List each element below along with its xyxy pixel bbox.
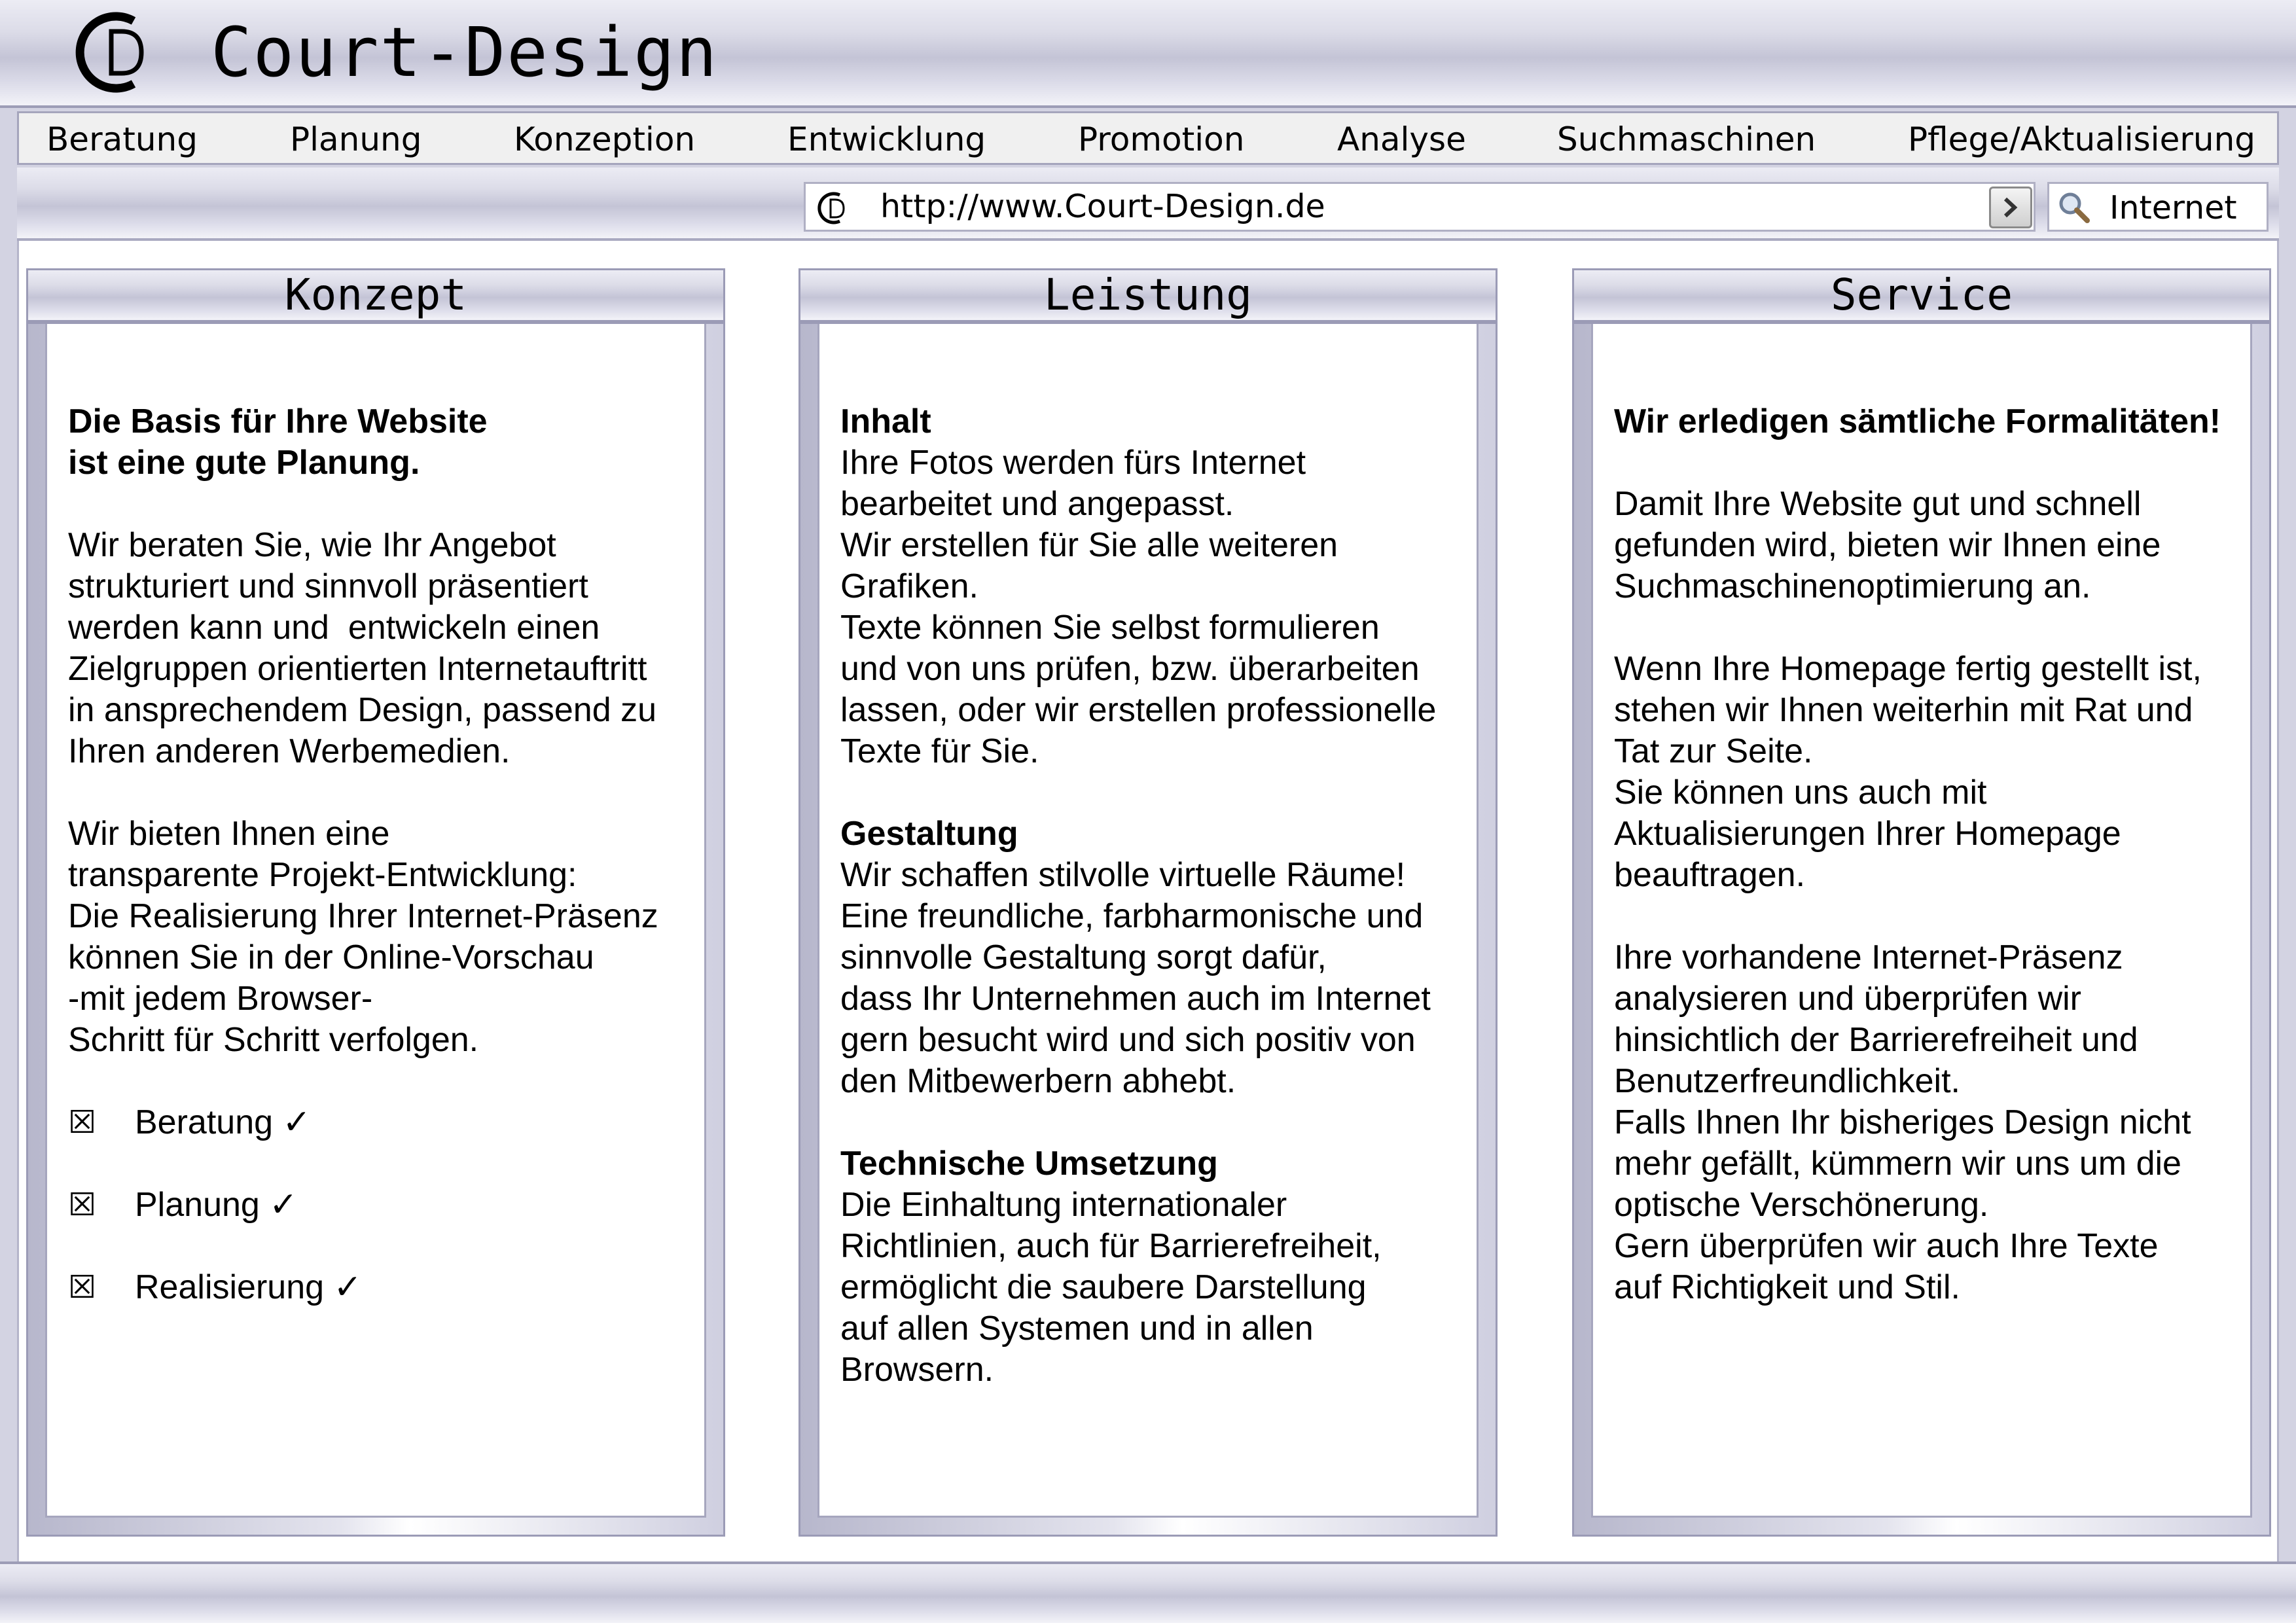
text-line: Browsern. [840, 1351, 994, 1389]
leistung-section-gestaltung [840, 813, 1467, 1102]
text-line: ermöglicht die saubere Darstellung [840, 1268, 1367, 1306]
checklist-item-realisierung [68, 1267, 695, 1308]
text-line: Richtlinien, auch für Barrierefreiheit, [840, 1227, 1382, 1265]
text-line: und von uns prüfen, bzw. überarbeiten [840, 650, 1420, 688]
text-line: Ihre Fotos werden fürs Internet [840, 444, 1306, 482]
text-line: Aktualisierungen Ihrer Homepage [1614, 815, 2121, 853]
section-heading: Inhalt [840, 402, 931, 440]
konzept-text [68, 401, 695, 1349]
checkbox-icon: ☒ [68, 1187, 97, 1222]
text-line: den Mitbewerbern abhebt. [840, 1062, 1236, 1100]
footer-bar [0, 1561, 2296, 1623]
column-content-leistung [817, 324, 1479, 1518]
text-line: gefunden wird, bieten wir Ihnen eine [1614, 526, 2161, 564]
column-leistung [798, 268, 1498, 1537]
text-line: auf allen Systemen und in allen [840, 1310, 1314, 1347]
checklist-label: Planung ✓ [135, 1186, 298, 1224]
text-line: stehen wir Ihnen weiterhin mit Rat und [1614, 691, 2193, 729]
header-bar [0, 0, 2296, 108]
search-label: Internet [2109, 189, 2237, 226]
checklist-item-beratung [68, 1102, 695, 1143]
text-line: -mit jedem Browser- [68, 980, 373, 1018]
text-line: beauftragen. [1614, 856, 1806, 894]
text-line: Die Realisierung Ihrer Internet-Präsenz [68, 897, 658, 935]
text-line: Ihre vorhandene Internet-Präsenz [1614, 938, 2123, 976]
url-bar[interactable] [804, 182, 2036, 232]
service-paragraph-3 [1614, 937, 2250, 1308]
column-panel-konzept [26, 322, 725, 1537]
text-line: mehr gefällt, kümmern wir uns um die [1614, 1145, 2181, 1183]
checkbox-icon: ☒ [68, 1270, 97, 1305]
text-line: Texte können Sie selbst formulieren [840, 609, 1380, 647]
magnifier-icon [2056, 189, 2094, 227]
column-konzept [26, 268, 725, 1537]
nav-item-pflege[interactable]: Pflege/Aktualisierung [1908, 120, 2256, 158]
text-line: Grafiken. [840, 567, 978, 605]
column-title-leistung: Leistung [798, 268, 1498, 322]
text-line: Wenn Ihre Homepage fertig gestellt ist, [1614, 650, 2202, 688]
nav-item-konzeption[interactable]: Konzeption [514, 120, 696, 158]
text-line: Damit Ihre Website gut und schnell [1614, 485, 2142, 523]
chevron-right-icon [1991, 188, 2030, 226]
text-line: Wir schaffen stilvolle virtuelle Räume! [840, 856, 1406, 894]
checklist-label: Realisierung ✓ [135, 1268, 363, 1306]
text-line: Wir erstellen für Sie alle weiteren [840, 526, 1338, 564]
text-line: transparente Projekt-Entwicklung: [68, 856, 577, 894]
search-box[interactable] [2047, 182, 2269, 232]
text-line: Die Einhaltung internationaler [840, 1186, 1287, 1224]
nav-item-analyse[interactable]: Analyse [1337, 120, 1466, 158]
leistung-section-technik [840, 1143, 1467, 1391]
court-design-logo[interactable] [71, 7, 162, 98]
nav-item-beratung[interactable]: Beratung [46, 120, 198, 158]
go-button[interactable] [1989, 187, 2032, 228]
checklist-item-planung [68, 1185, 695, 1226]
text-line: werden kann und entwickeln einen [68, 609, 600, 647]
nav-item-suchmaschinen[interactable]: Suchmaschinen [1557, 120, 1816, 158]
text-line: auf Richtigkeit und Stil. [1614, 1268, 1960, 1306]
text-line: hinsichtlich der Barrierefreiheit und [1614, 1021, 2138, 1059]
checkbox-icon: ☒ [68, 1105, 97, 1140]
column-content-konzept [45, 324, 706, 1518]
service-paragraph-1 [1614, 484, 2250, 607]
text-line: Gern überprüfen wir auch Ihre Texte [1614, 1227, 2159, 1265]
text-line: lassen, oder wir erstellen professionelle [840, 691, 1437, 729]
text-line: Zielgruppen orientierten Internetauftritt [68, 650, 647, 688]
text-line: sinnvolle Gestaltung sorgt dafür, [840, 938, 1327, 976]
text-line: in ansprechendem Design, passend zu [68, 691, 657, 729]
text-line: dass Ihr Unternehmen auch im Internet [840, 980, 1431, 1018]
column-service [1572, 268, 2271, 1537]
service-text [1614, 401, 2250, 1349]
text-line: Suchmaschinenoptimierung an. [1614, 567, 2091, 605]
text-line: strukturiert und sinnvoll präsentiert [68, 567, 588, 605]
column-title-service: Service [1572, 268, 2271, 322]
leistung-text [840, 401, 1467, 1432]
section-heading: Gestaltung [840, 815, 1018, 853]
text-line: Benutzerfreundlichkeit. [1614, 1062, 1960, 1100]
column-title-konzept: Konzept [26, 268, 725, 322]
text-line: Eine freundliche, farbharmonische und [840, 897, 1424, 935]
main-nav [17, 111, 2279, 165]
text-line: Ihren anderen Werbemedien. [68, 732, 511, 770]
nav-item-planung[interactable]: Planung [290, 120, 422, 158]
nav-item-entwicklung[interactable]: Entwicklung [787, 120, 986, 158]
text-line: Tat zur Seite. [1614, 732, 1813, 770]
column-panel-leistung [798, 322, 1498, 1537]
service-heading: Wir erledigen sämtliche Formalitäten! [1614, 402, 2221, 440]
text-line: Wir bieten Ihnen eine [68, 815, 390, 853]
column-content-service [1591, 324, 2252, 1518]
text-line: analysieren und überprüfen wir [1614, 980, 2081, 1018]
url-text[interactable]: http://www.Court-Design.de [880, 188, 1325, 225]
text-line: bearbeitet und angepasst. [840, 485, 1234, 523]
column-panel-service [1572, 322, 2271, 1537]
konzept-heading-line2: ist eine gute Planung. [68, 444, 420, 482]
text-line: gern besucht wird und sich positiv von [840, 1021, 1416, 1059]
text-line: optische Verschönerung. [1614, 1186, 1989, 1224]
text-line: Falls Ihnen Ihr bisheriges Design nicht [1614, 1103, 2191, 1141]
section-heading: Technische Umsetzung [840, 1145, 1218, 1183]
site-favicon-icon [814, 189, 852, 227]
konzept-paragraph-2 [68, 813, 695, 1061]
text-line: Wir beraten Sie, wie Ihr Angebot [68, 526, 556, 564]
text-line: Schritt für Schritt verfolgen. [68, 1021, 479, 1059]
brand-title: Court-Design [211, 12, 719, 92]
service-paragraph-2 [1614, 649, 2250, 896]
leistung-section-inhalt [840, 401, 1467, 772]
text-line: können Sie in der Online-Vorschau [68, 938, 594, 976]
nav-item-promotion[interactable]: Promotion [1078, 120, 1245, 158]
checklist-label: Beratung ✓ [135, 1103, 312, 1141]
text-line: Sie können uns auch mit [1614, 774, 1987, 812]
konzept-paragraph-1 [68, 525, 695, 772]
konzept-heading-line1: Die Basis für Ihre Website [68, 402, 488, 440]
text-line: Texte für Sie. [840, 732, 1039, 770]
